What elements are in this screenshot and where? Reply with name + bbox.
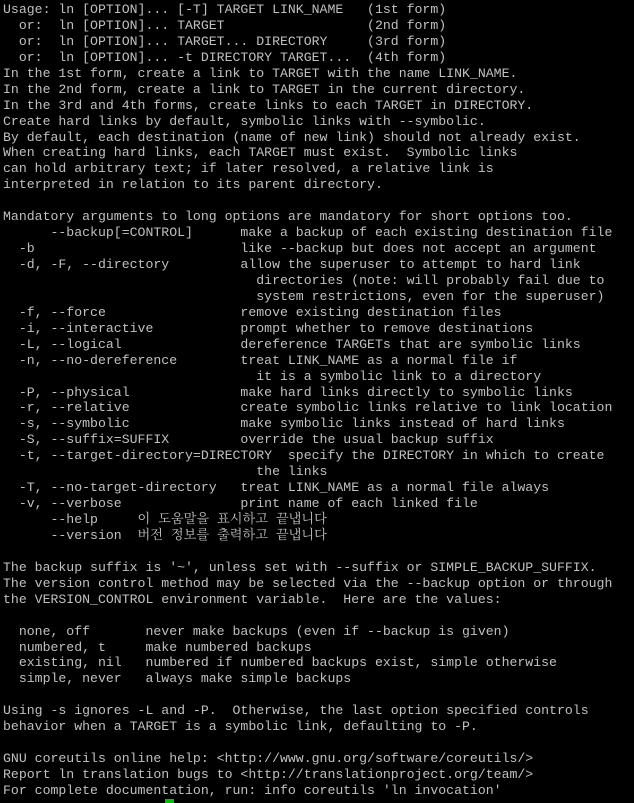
terminal-line: -f, --force remove existing destination files bbox=[3, 304, 502, 320]
terminal-line: -i, --interactive prompt whether to remove destinations bbox=[3, 320, 534, 336]
terminal-line: -d, -F, --directory allow the superuser to attempt to hard link bbox=[3, 257, 581, 272]
terminal-line: Create hard links by default, symbolic links with --symbolic. bbox=[3, 113, 486, 129]
terminal-line: The version control method may be selected via the --backup option or through bbox=[3, 575, 613, 591]
terminal-line: existing, nil numbered if numbered backups exist, simple otherwise bbox=[3, 655, 557, 671]
terminal-line: Usage: ln [OPTION]... [-T] TARGET LINK_NAME (1st form) bbox=[3, 2, 447, 17]
terminal-line: Mandatory arguments to long options are mandatory for short options too. bbox=[3, 209, 573, 225]
terminal-line: -n, --no-dereference treat LINK_NAME as a normal file if bbox=[3, 352, 518, 368]
terminal-line: In the 2nd form, create a link to TARGET in the current directory. bbox=[3, 81, 526, 97]
terminal-line: simple, never always make simple backups bbox=[3, 671, 352, 687]
terminal-line: or: ln [OPTION]... TARGET... DIRECTORY (3rd form) bbox=[3, 33, 447, 49]
terminal-line: can hold arbitrary text; if later resolved, a relative link is bbox=[3, 161, 494, 177]
terminal-line: numbered, t make numbered backups bbox=[3, 639, 312, 655]
terminal-line: directories (note: will probably fail due to bbox=[3, 272, 605, 288]
terminal-line: -s, --symbolic make symbolic links instead of hard links bbox=[3, 416, 565, 432]
terminal-line: Report ln translation bugs to <http://translationproject.org/team/> bbox=[3, 767, 534, 782]
terminal-line: In the 3rd and 4th forms, create links to each TARGET in DIRECTORY. bbox=[3, 97, 534, 113]
terminal-line: -P, --physical make hard links directly to symbolic links bbox=[3, 384, 573, 400]
terminal-line: By default, each destination (name of new link) should not already exist. bbox=[3, 129, 581, 145]
terminal-output bbox=[3, 2, 633, 803]
terminal-line: -t, --target-directory=DIRECTORY specify the DIRECTORY in which to create bbox=[3, 448, 605, 464]
terminal-line bbox=[3, 687, 633, 703]
terminal-line: the links bbox=[3, 464, 328, 480]
terminal-line bbox=[3, 193, 633, 209]
terminal-line: none, off never make backups (even if --backup is given) bbox=[3, 623, 510, 639]
terminal-line: GNU coreutils online help: <http://www.gnu.org/software/coreutils/> bbox=[3, 751, 534, 767]
terminal-line bbox=[3, 735, 633, 751]
terminal-line: --version 버전 정보를 출력하고 끝냅니다 bbox=[3, 527, 327, 543]
terminal-line: -v, --verbose print name of each linked file bbox=[3, 496, 478, 512]
terminal-line: Using -s ignores -L and -P. Otherwise, the last option specified controls bbox=[3, 703, 589, 719]
terminal-line bbox=[3, 544, 633, 560]
terminal-line: or: ln [OPTION]... -t DIRECTORY TARGET... (4th form) bbox=[3, 49, 447, 65]
terminal-line: system restrictions, even for the superuser) bbox=[3, 288, 605, 304]
terminal-line: -T, --no-target-directory treat LINK_NAME as a normal file always bbox=[3, 480, 550, 496]
terminal-line: --help 이 도움말을 표시하고 끝냅니다 bbox=[3, 512, 327, 527]
terminal-line: For complete documentation, run: info coreutils 'ln invocation' bbox=[3, 782, 502, 798]
terminal-line: In the 1st form, create a link to TARGET with the name LINK_NAME. bbox=[3, 65, 518, 81]
terminal-line: --backup[=CONTROL] make a backup of each existing destination file bbox=[3, 225, 613, 241]
terminal-line: -r, --relative create symbolic links relative to link location bbox=[3, 400, 613, 416]
terminal-line: -S, --suffix=SUFFIX override the usual backup suffix bbox=[3, 432, 494, 448]
terminal-line: -L, --logical dereference TARGETs that are symbolic links bbox=[3, 336, 581, 352]
terminal-line: the VERSION_CONTROL environment variable. Here are the values: bbox=[3, 591, 502, 607]
terminal-line: The backup suffix is '~', unless set with --suffix or SIMPLE_BACKUP_SUFFIX. bbox=[3, 559, 597, 575]
terminal-line: or: ln [OPTION]... TARGET (2nd form) bbox=[3, 17, 447, 33]
terminal-cursor bbox=[165, 799, 174, 803]
terminal-line bbox=[3, 608, 633, 624]
terminal-line: it is a symbolic link to a directory bbox=[3, 368, 542, 384]
terminal-line: behavior when a TARGET is a symbolic link, defaulting to -P. bbox=[3, 719, 478, 735]
terminal-line: -b like --backup but does not accept an argument bbox=[3, 241, 597, 257]
terminal-line: When creating hard links, each TARGET must exist. Symbolic links bbox=[3, 145, 518, 161]
terminal-line: interpreted in relation to its parent directory. bbox=[3, 177, 383, 193]
